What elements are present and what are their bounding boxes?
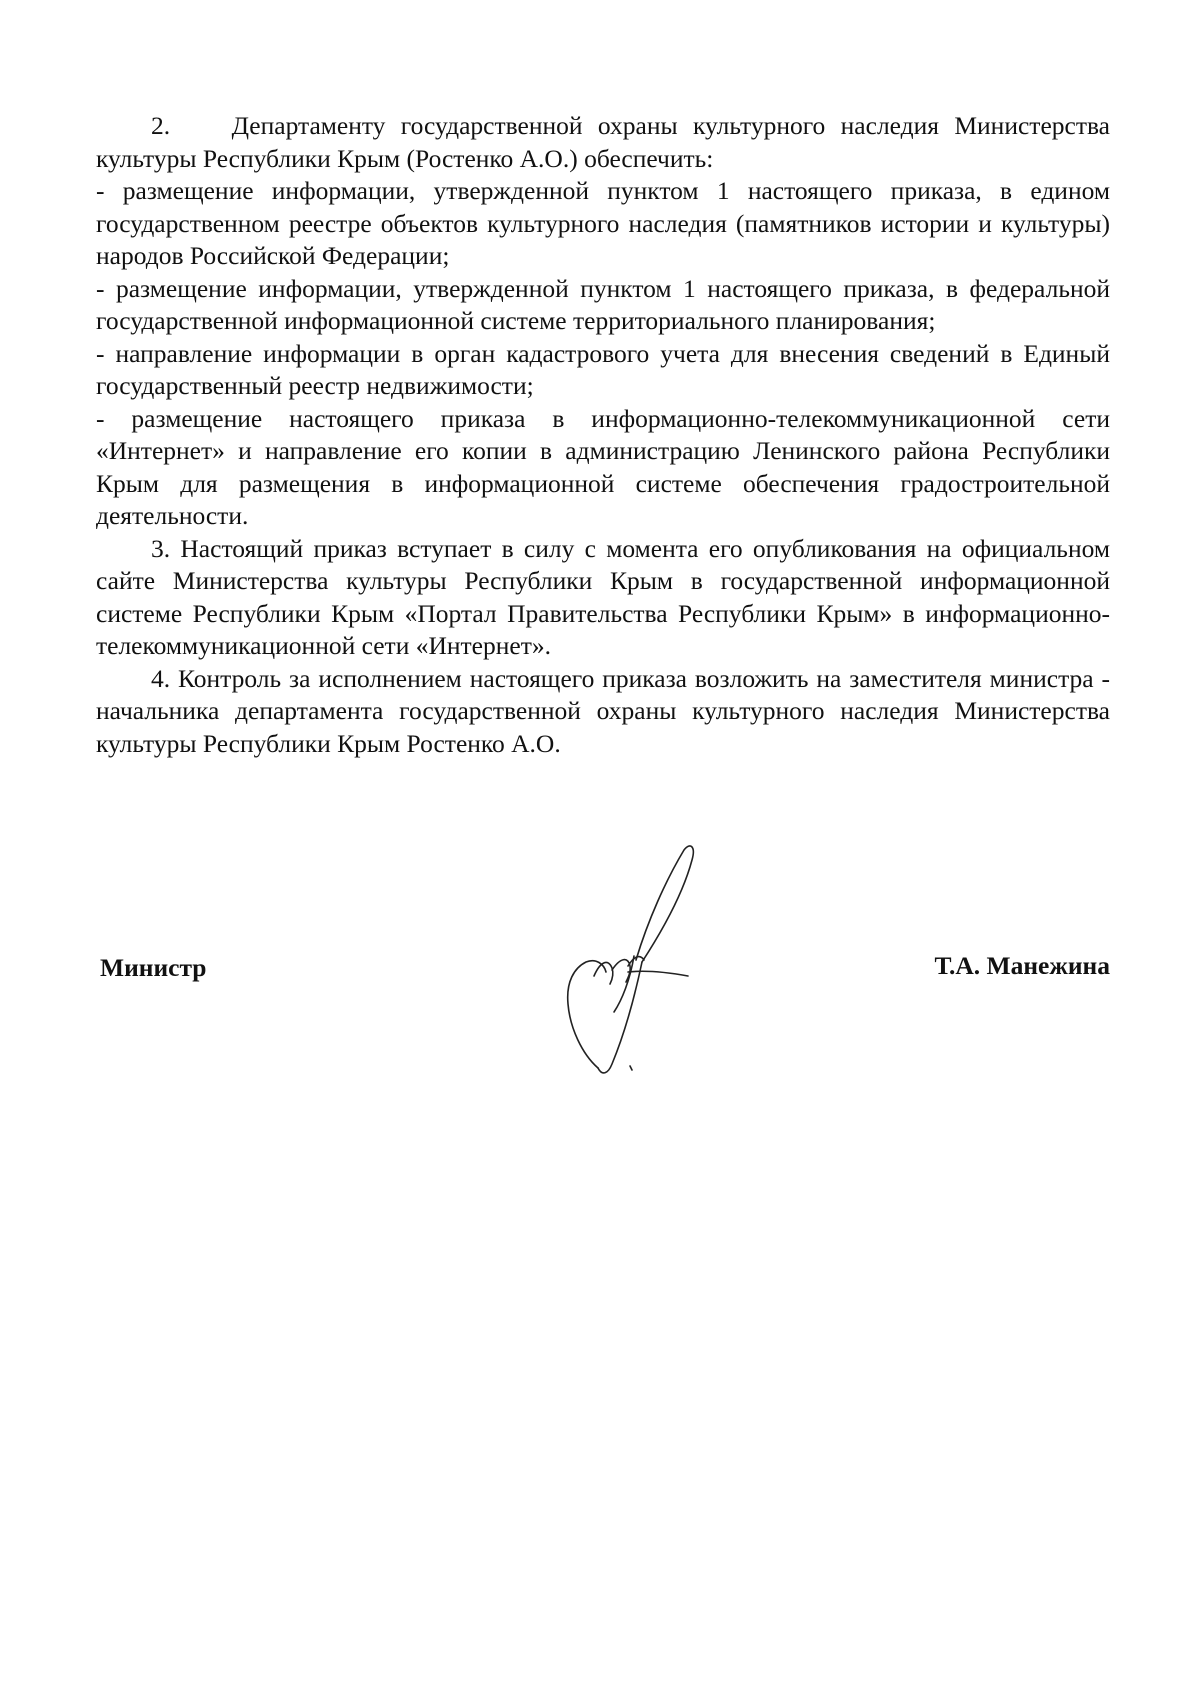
- document-body: [96, 110, 1110, 760]
- paragraph-bullet-registry: - размещение информации, утвержденной пунктом 1 настоящего приказа, в едином государственном реестре объектов культурного наследия (памятников истории и культуры) народов Российской Федерации;: [96, 176, 1110, 270]
- paragraph-bullet-internet: - размещение настоящего приказа в информационно-телекоммуникационной сети «Интернет» и направление его копии в администрацию Ленинского района Республики Крым для размещения в информационной системе обеспечения градостроительной деятельности.: [96, 403, 1110, 530]
- signer-position: Министр: [100, 953, 207, 982]
- paragraph-bullet-cadastre: - направление информации в орган кадастрового учета для внесения сведений в Единый государственный реестр недвижимости;: [96, 338, 1110, 400]
- paragraph-item-2: 2. Департаменту государственной охраны культурного наследия Министерства культуры Республики Крым (Ростенко А.О.) обеспечить:: [96, 111, 1110, 173]
- handwritten-signature: [516, 840, 746, 1080]
- signer-name: Т.А. Манежина: [934, 951, 1110, 980]
- paragraph-item-3: 3. Настоящий приказ вступает в силу с момента его опубликования на официальном сайте Министерства культуры Республики Крым в государственной информационной системе Республики Крым «Портал Правительства Республики Крым» в информационно-телекоммуникационной сети «Интернет».: [96, 533, 1110, 660]
- signature-block: [96, 840, 1110, 1080]
- paragraph-item-4: 4. Контроль за исполнением настоящего приказа возложить на заместителя министра - начальника департамента государственной охраны культурного наследия Министерства культуры Республики Крым Ростенко А.О.: [96, 663, 1110, 758]
- paragraph-bullet-federal-system: - размещение информации, утвержденной пунктом 1 настоящего приказа, в федеральной государственной информационной системе территориального планирования;: [96, 273, 1110, 335]
